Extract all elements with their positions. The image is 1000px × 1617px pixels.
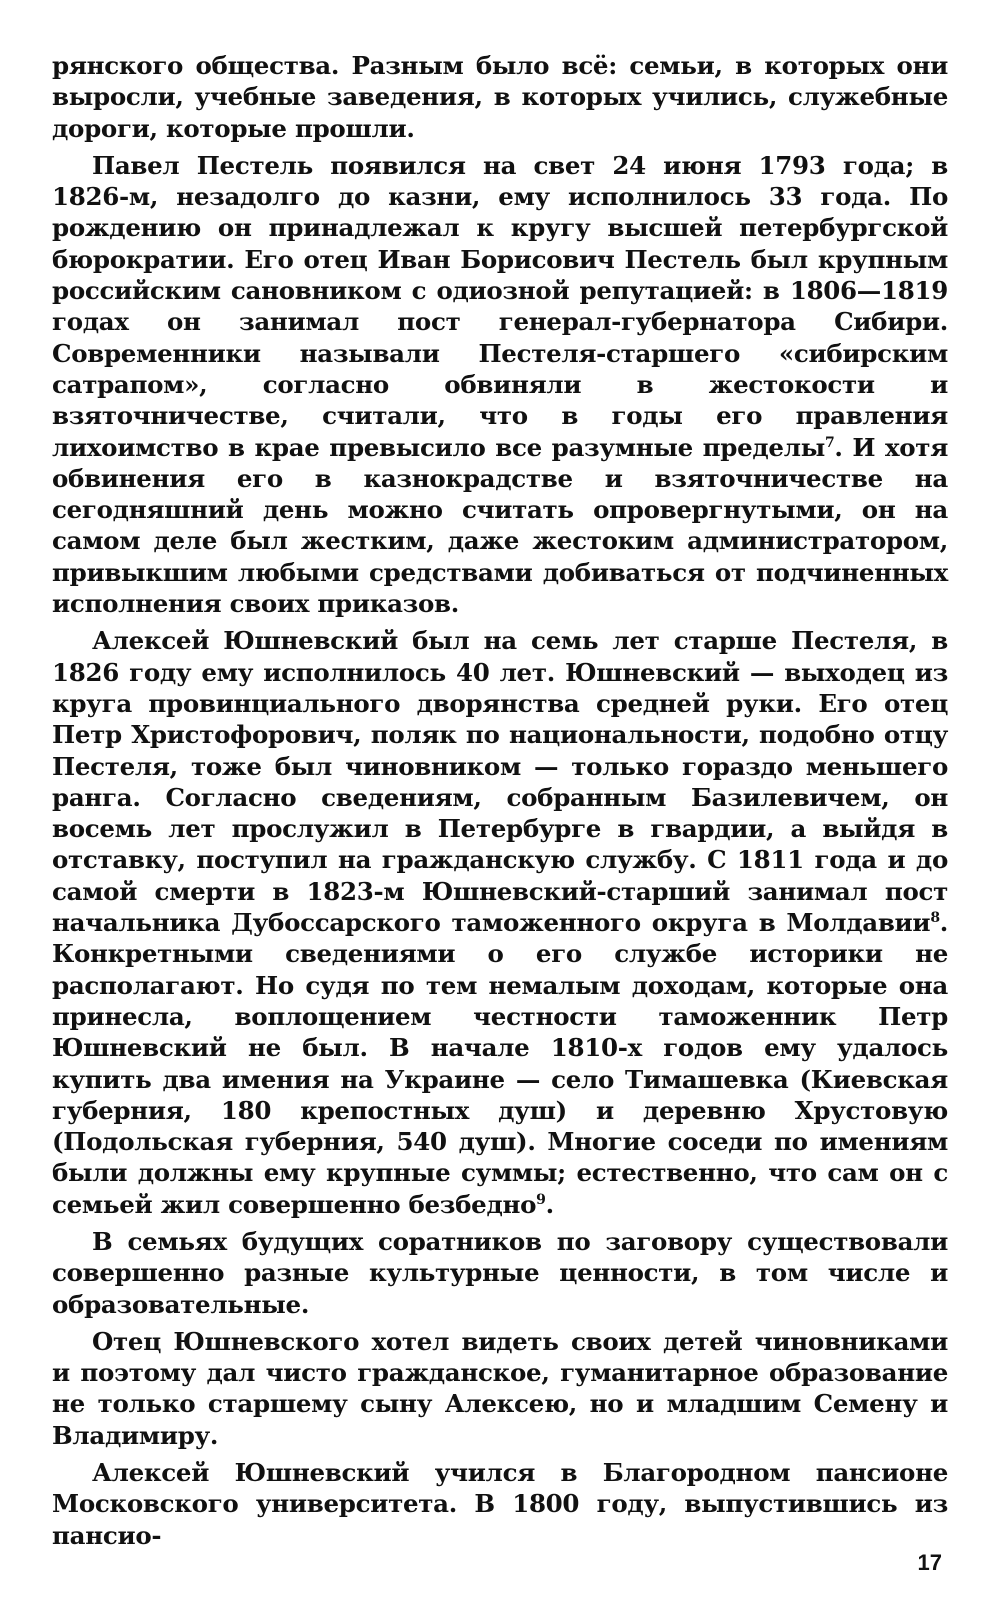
paragraph-text: Отец Юшневского хотел видеть своих детей чиновниками и поэтому дал чисто гражданское, гуманитарное образование не только старшему сыну Алексею, но и младшим Семену и Владимиру. <box>52 1326 948 1450</box>
paragraph-text: Алексей Юшневский был на семь лет старше Пестеля, в 1826 году ему исполнилось 40 лет. Юшневский — выходец из круга провинциального дворянства средней руки. Его отец Петр Христофорович, поляк по национальности, подобно отцу Пестеля, тоже был чиновником — только гораздо меньшего ранга. Согласно сведениям, собранным Базилевичем, он восемь лет прослужил в Петербурге в гвардии, а выйдя в отставку, поступил на гражданскую службу. С 1811 года и до самой смерти в 1823-м Юшневский-старший занимал пост начальника Дубоссарского таможенного округа в Молдавии <box>52 626 948 938</box>
paragraph-text-continued: . Конкретными сведениями о его службе историки не располагают. Но судя по тем немалым доходам, которые она принесла, воплощением честности таможенник Петр Юшневский не был. В начале 1810-х годов ему удалось купить два имения на Украине — село Тимашевка (Киевская губерния, 180 крепостных душ) и деревню Хрустовую (Подольская губерния, 540 душ). Многие соседи по имениям были должны ему крупные суммы; естественно, что сам он с семьей жил совершенно безбедно <box>52 908 948 1219</box>
footnote-ref-7[interactable]: 7 <box>824 434 835 451</box>
paragraph-6 <box>52 1457 948 1551</box>
footnote-ref-8[interactable]: 8 <box>930 909 940 926</box>
paragraph-text-continued: . И хотя обвинения его в казнокрадстве и взяточничестве на сегодняшний день можно считать опровергнутыми, он на самом деле был жестким, даже жестоким администратором, привыкшим любыми средствами добиваться от подчиненных исполнения своих приказов. <box>52 432 948 619</box>
paragraph-end-dot: . <box>545 1189 554 1219</box>
paragraph-3 <box>52 625 948 1220</box>
paragraph-text: Павел Пестель появился на свет 24 июня 1793 года; в 1826-м, незадолго до казни, ему исполнилось 33 года. По рождению он принадлежал к кругу высшей петербургской бюрократии. Его отец Иван Борисович Пестель был крупным российским сановником с одиозной репутацией: в 1806—1819 годах он занимал пост генерал-губернатора Сибири. Современники называли Пестеля-старшего «сибирским сатрапом», согласно обвиняли в жестокости и взяточничестве, считали, что в годы его правления лихоимство в крае превысило все разумные пределы <box>52 150 948 462</box>
paragraph-5 <box>52 1326 948 1451</box>
paragraph-text: Алексей Юшневский учился в Благородном пансионе Московского университета. В 1800 году, выпустившись из пансио- <box>52 1458 948 1550</box>
page-number: 17 <box>917 1550 942 1575</box>
footnote-ref-9[interactable]: 9 <box>536 1191 546 1208</box>
paragraph-text: В семьях будущих соратников по заговору существовали совершенно разные культурные ценности, в том числе и образовательные. <box>52 1226 948 1319</box>
paragraph-2 <box>52 150 948 619</box>
paragraph-1 <box>52 50 948 144</box>
book-page <box>52 50 948 1580</box>
paragraph-4 <box>52 1226 948 1320</box>
paragraph-text: рянского общества. Разным было всё: семьи, в которых они выросли, учебные заведения, в которых учились, служебные дороги, которые прошли. <box>52 51 948 143</box>
